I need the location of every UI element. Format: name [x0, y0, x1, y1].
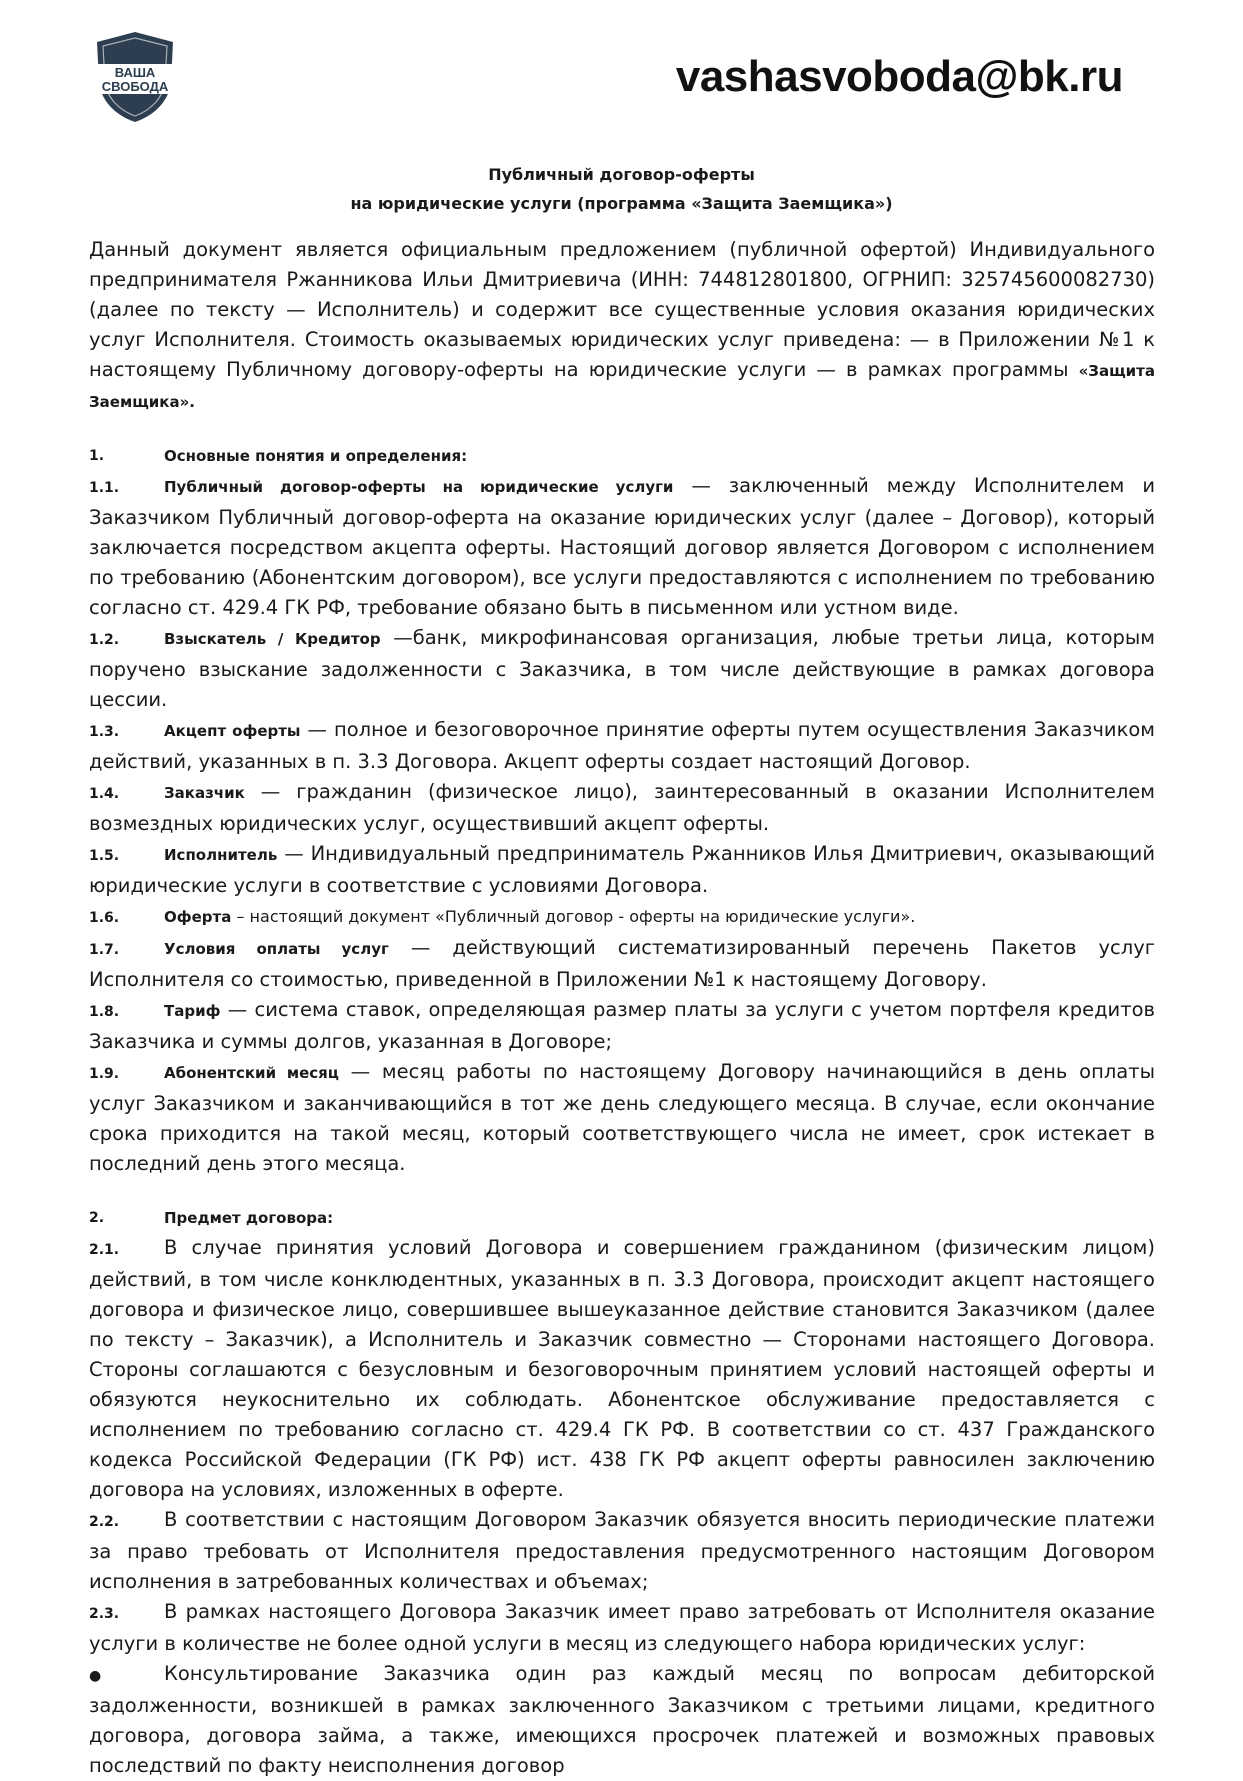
item-text: — гражданин (физическое лицо), заинтересованный в оказании Исполнителем возмездных юридических услуг, осуществивший акцепт оферты. — [89, 780, 1155, 835]
item-number: 1.6. — [89, 910, 120, 926]
intro-paragraph — [89, 235, 1155, 417]
logo-text-bottom: СВОБОДА — [101, 79, 169, 94]
item-text: — Индивидуальный предприниматель Ржанников Илья Дмитриевич, оказывающий юридические услуги в соответствие с условиями Договора. — [89, 842, 1155, 897]
item-text: — полное и безоговорочное принятие оферты путем осуществления Заказчиком действий, указанных в п. 3.3 Договора. Акцепт оферты создает настоящий Договор. — [89, 718, 1155, 773]
item-text: Консультирование Заказчика один раз каждый месяц по вопросам дебиторской задолженности, возникшей в рамках заключенного Заказчиком с третьими лицами, кредитного договора, договора займа, а также, имеющихся просрочек платежей и возможных правовых последствий по факту неисполнения договор — [89, 1662, 1155, 1777]
definition-item — [89, 623, 1155, 715]
document-body — [89, 235, 1155, 1781]
clause-item — [89, 1505, 1155, 1597]
item-number: 1.1. — [89, 480, 120, 496]
item-text: — система ставок, определяющая размер платы за услуги с учетом портфеля кредитов Заказчика и суммы долгов, указанная в Договоре; — [89, 998, 1155, 1053]
item-number: 1.7. — [89, 942, 120, 958]
section-title: Предмет договора: — [164, 1209, 334, 1227]
item-text: В рамках настоящего Договора Заказчик имеет право затребовать от Исполнителя оказание услуги в количестве не более одной услуги в месяц из следующего набора юридических услуг: — [89, 1600, 1155, 1655]
intro-program: «Защита Заемщика». — [89, 362, 1155, 411]
item-number: 1.2. — [89, 632, 120, 648]
clause-item — [89, 1597, 1155, 1659]
item-term: Исполнитель — [164, 846, 278, 864]
definition-item — [89, 839, 1155, 901]
definition-item — [89, 995, 1155, 1057]
intro-text: Данный документ является официальным предложением (публичной офертой) Индивидуального предпринимателя Ржанникова Ильи Дмитриевича (ИНН: 744812801800, ОГРНИП: 325745600082730) (далее по тексту — Исполнитель) и содержит все существенные условия оказания юридических услуг Исполнителя. Стоимость оказываемых юридических услуг приведена: — в Приложении №1 к настоящему Публичному договору-оферты на юридические услуги — в рамках программы — [89, 238, 1155, 381]
item-number: 1.5. — [89, 848, 120, 864]
item-number: 2.1. — [89, 1242, 120, 1258]
item-text: —банк, микрофинансовая организация, любые третьи лица, которым поручено взыскание задолженности с Заказчика, в том числе действующие в рамках договора цессии. — [89, 626, 1155, 711]
item-term: Акцепт оферты — [164, 722, 301, 740]
section-number: 2. — [89, 1210, 105, 1226]
item-number: 2.3. — [89, 1606, 120, 1622]
item-number: 1.3. — [89, 724, 120, 740]
definition-item — [89, 1057, 1155, 1179]
definition-item — [89, 901, 1155, 933]
logo-text-top: ВАША — [114, 65, 156, 80]
shield-logo-icon — [93, 30, 177, 124]
item-text: В случае принятия условий Договора и совершением гражданином (физическим лицом) действий, в том числе конклюдентных, указанных в п. 3.3 Договора, происходит акцепт настоящего договора и физическое лицо, совершившее вышеуказанное действие становится Заказчиком (далее по тексту – Заказчик), а Исполнитель и Заказчик совместно — Сторонами настоящего Договора. Стороны соглашаются с безусловным и безоговорочным принятием условий настоящей оферты и обязуются неукоснительно их соблюдать. Абонентское обслуживание предоставляется с исполнением по требованию согласно ст. 429.4 ГК РФ. В соответствии со ст. 437 Гражданского кодекса Российской Федерации (ГК РФ) ист. 438 ГК РФ акцепт оферты равносилен заключению договора на условиях, изложенных в оферте. — [89, 1236, 1155, 1501]
item-term: Оферта — [164, 908, 232, 926]
document-subtitle: на юридические услуги (программа «Защита Заемщика») — [350, 194, 893, 213]
item-text: В соответствии с настоящим Договором Заказчик обязуется вносить периодические платежи за право требовать от Исполнителя предоставления предусмотренного настоящим Договором исполнения в затребованных количествах и объемах; — [89, 1508, 1155, 1593]
definition-item — [89, 715, 1155, 777]
item-number: 1.4. — [89, 786, 120, 802]
item-number: 2.2. — [89, 1514, 120, 1530]
item-term: Заказчик — [164, 784, 245, 802]
section-1-heading — [89, 441, 1155, 471]
document-title: Публичный договор-оферты — [488, 165, 755, 184]
section-title: Основные понятия и определения: — [164, 447, 468, 465]
item-term: Публичный договор-оферты на юридические услуги — [164, 478, 674, 496]
item-text: – настоящий документ «Публичный договор - оферты на юридические услуги». — [231, 907, 916, 926]
bullet-icon: ● — [89, 1668, 102, 1684]
item-term: Взыскатель / Кредитор — [164, 630, 381, 648]
bullet-item — [89, 1659, 1155, 1781]
item-number: 1.8. — [89, 1004, 120, 1020]
item-text: — заключенный между Исполнителем и Заказчиком Публичный договор-оферта на оказание юридических услуг (далее – Договор), который заключается посредством акцепта оферты. Настоящий договор является Договором с исполнением по требованию (Абонентским договором), все услуги предоставляются с исполнением по требованию согласно ст. 429.4 ГК РФ, требование обязано быть в письменном или устном виде. — [89, 474, 1155, 619]
definition-item — [89, 933, 1155, 995]
definition-item — [89, 471, 1155, 623]
contact-email: vashasvoboda@bk.ru — [675, 52, 1123, 101]
section-number: 1. — [89, 448, 105, 464]
section-2-heading — [89, 1203, 1155, 1233]
item-term: Условия оплаты услуг — [164, 940, 389, 958]
item-term: Абонентский месяц — [164, 1064, 339, 1082]
item-term: Тариф — [164, 1002, 221, 1020]
item-number: 1.9. — [89, 1066, 120, 1082]
item-text: — действующий систематизированный перечень Пакетов услуг Исполнителя со стоимостью, приведенной в Приложении №1 к настоящему Договору. — [89, 936, 1155, 991]
item-text: — месяц работы по настоящему Договору начинающийся в день оплаты услуг Заказчиком и заканчивающийся в тот же день следующего месяца. В случае, если окончание срока приходится на такой месяц, который соответствующего числа не имеет, срок истекает в последний день этого месяца. — [89, 1060, 1155, 1175]
clause-item — [89, 1233, 1155, 1505]
definition-item — [89, 777, 1155, 839]
